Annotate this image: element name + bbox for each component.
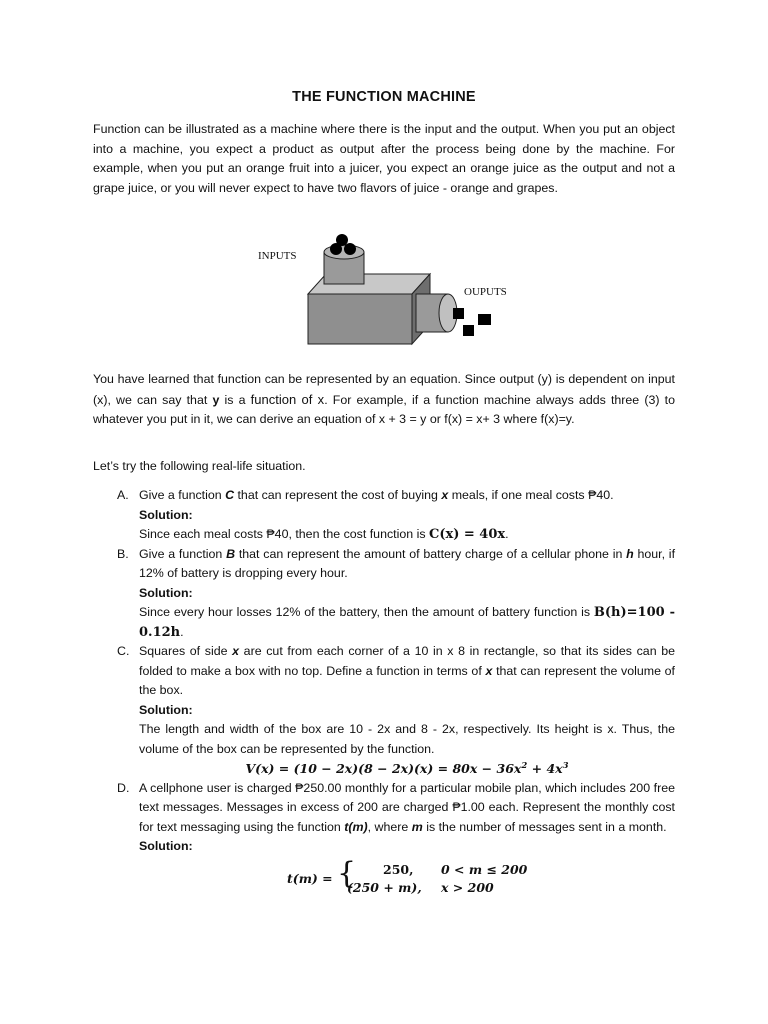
text-run: A cellphone user is charged ₱250.00 monthly for a particular mobile plan, which includes 200 free text messages. Messages in excess of 200 are charged ₱1.00 each. Represent the monthly cost for text messaging using the function: [139, 780, 675, 834]
piecewise-row1-value: 250,: [383, 862, 414, 877]
machine-box-front: [308, 294, 412, 344]
lets-try-paragraph: Let’s try the following real-life situation.: [93, 459, 306, 473]
text-run: .: [505, 527, 509, 541]
piecewise-row2-value: (250 + m),: [347, 880, 422, 895]
solution-label: Solution:: [139, 839, 193, 853]
problem-list: [93, 486, 675, 857]
text-run: is the number of messages sent in a month.: [422, 819, 667, 834]
variable: x: [232, 644, 240, 658]
variable: C: [225, 488, 235, 502]
piecewise-lhs: t(m) =: [287, 871, 333, 886]
text-run: Squares of side: [139, 644, 233, 658]
item-marker: D.: [117, 780, 130, 795]
list-item-a: [93, 486, 675, 545]
piecewise-row2-condition: x > 200: [441, 880, 494, 895]
item-marker: A.: [117, 488, 129, 502]
y-term: y: [212, 392, 220, 407]
output-square: [463, 325, 474, 336]
solution-label: Solution:: [139, 507, 193, 522]
text-run: Give a function: [139, 546, 227, 561]
output-square: [478, 314, 491, 325]
function-machine-figure: [250, 228, 510, 348]
list-item-d: [93, 779, 675, 857]
text-run: is a: [219, 392, 251, 407]
text-run: Give a function: [139, 488, 226, 502]
text-run: . For example, if a function machine always adds three (3) to whatever you put in it, we can derive an equation of x + 3 = y or f(x) = x+ 3 where f(x)=y.: [93, 392, 675, 426]
solution-a: [139, 525, 675, 545]
question-c: [139, 642, 675, 701]
variable: x: [441, 488, 449, 502]
input-ball: [330, 243, 342, 255]
text-run: hour, if 12% of battery is dropping every hour.: [139, 546, 676, 580]
equation-part: + 4x: [527, 761, 563, 776]
variable: h: [626, 546, 634, 561]
text-run: , where: [367, 819, 412, 834]
solution-label: Solution:: [139, 702, 193, 717]
exponent: 3: [562, 760, 569, 771]
text-run: .: [180, 624, 184, 639]
piecewise-brace: {: [337, 856, 357, 891]
list-item-b: [93, 545, 675, 643]
list-item-c: [93, 642, 675, 779]
question-d: [139, 779, 675, 838]
page-title: THE FUNCTION MACHINE: [292, 89, 476, 105]
text-run: that can represent the amount of battery charge of a cellular phone in: [235, 546, 627, 561]
equation-paragraph: [93, 370, 675, 430]
question-a: [139, 486, 675, 506]
text-run: Since each meal costs ₱40, then the cost function is: [139, 527, 429, 541]
text-run: that can represent the cost of buying: [234, 488, 442, 502]
equation-part: V(x) = (10 − 2x)(8 − 2x)(x) = 80x − 36x: [245, 761, 522, 776]
text-run: are cut from each corner of a 10 in x 8 in rectangle, so that its sides can be folded to make a box with no top. Define a function in terms of: [139, 644, 675, 678]
inputs-label: INPUTS: [258, 250, 297, 262]
text-run: You have learned that function can be represented by an equation. Since output (y) is dependent on input (x), we can say that: [93, 372, 675, 407]
text-run: that can represent the volume of the box.: [139, 663, 676, 697]
volume-equation: [139, 759, 675, 779]
text-run: meals, if one meal costs ₱40.: [448, 488, 614, 502]
outputs-label: OUPUTS: [464, 286, 507, 298]
cost-function: C(x) = 40x: [428, 527, 506, 542]
question-b: [139, 545, 675, 584]
intro-paragraph: Function can be illustrated as a machine where there is the input and the output. When you put an object into a machine, you expect a product as output after the process being done by the machine. For example, when you put an orange fruit into a juicer, you expect an orange juice as the output and not a grape juice, or you will never expect to have two flavors of juice - orange and grapes.: [93, 122, 675, 195]
piecewise-row1-condition: 0 < m ≤ 200: [441, 862, 528, 877]
piecewise-function: [287, 856, 587, 896]
battery-function: B(h)=100 - 0.12h: [139, 605, 675, 640]
text-run: Since every hour losses 12% of the battery, then the amount of battery function is: [139, 605, 594, 619]
output-square: [453, 308, 464, 319]
input-cylinder-rim: [324, 245, 364, 259]
solution-label: Solution:: [139, 585, 193, 600]
variable: B: [226, 546, 236, 561]
solution-b: [139, 603, 675, 642]
input-ball: [344, 243, 356, 255]
function-of-x-term: function of x: [250, 391, 325, 407]
item-marker: B.: [117, 546, 129, 561]
exponent: 2: [521, 760, 528, 771]
solution-c: The length and width of the box are 10 - 2x and 8 - 2x, respectively. Its height is x. Thus, the volume of the box can be represented by the function.: [139, 722, 675, 756]
item-marker: C.: [117, 644, 130, 658]
function-name: t(m): [344, 819, 368, 834]
variable: x: [485, 663, 493, 678]
variable: m: [411, 819, 423, 834]
